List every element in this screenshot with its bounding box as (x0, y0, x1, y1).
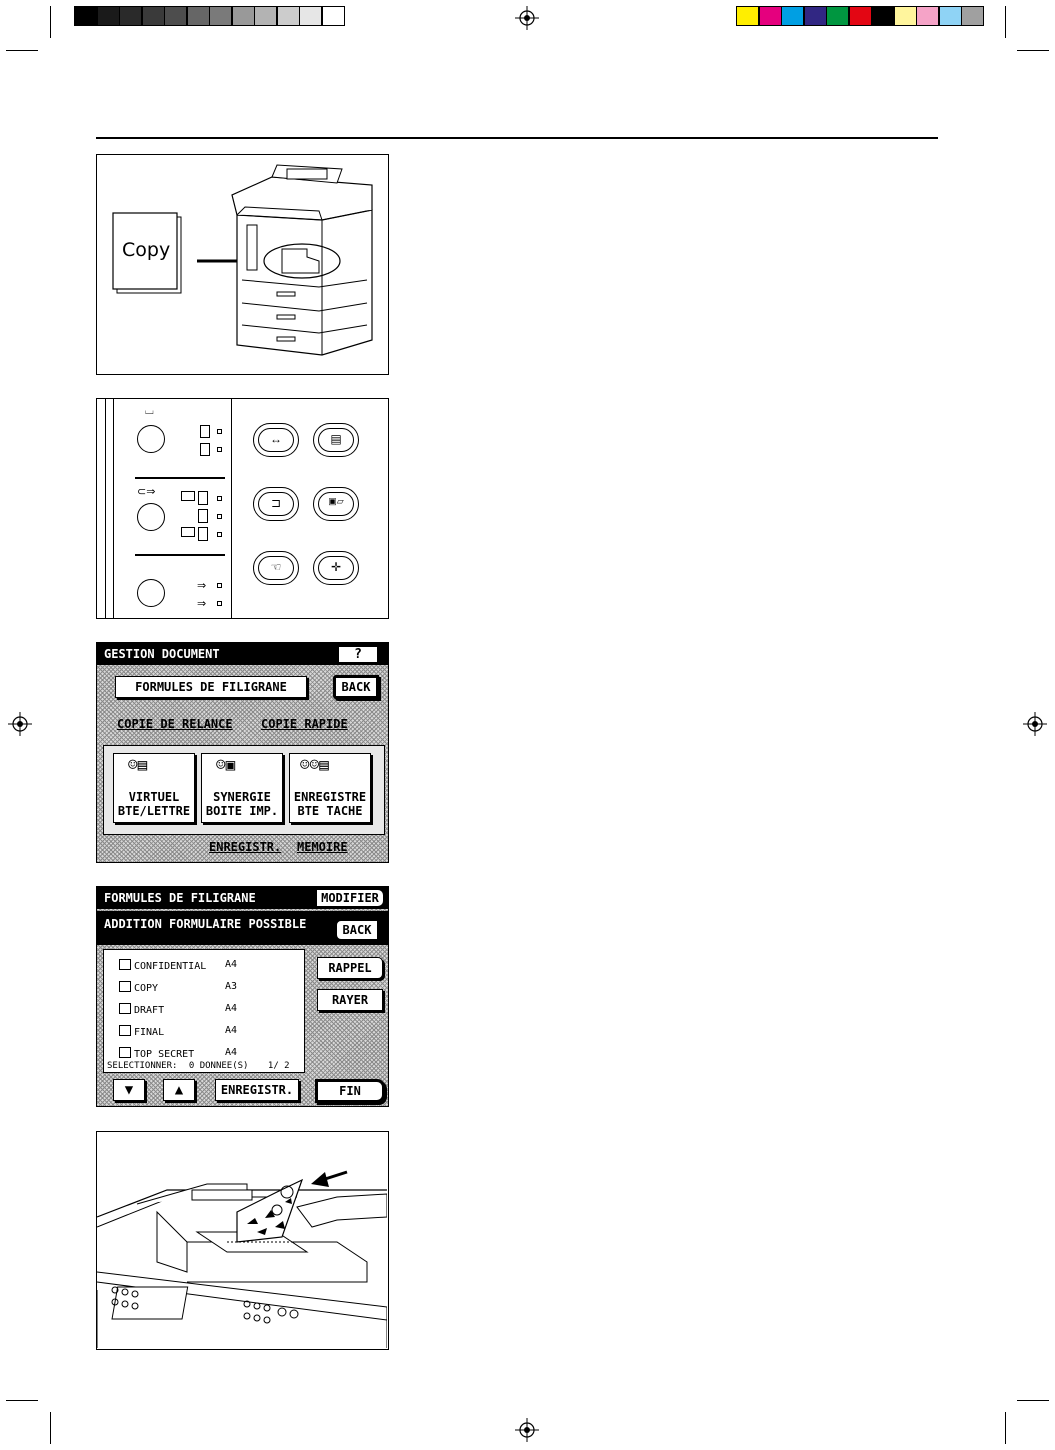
list-item-name: DRAFT (134, 1005, 165, 1016)
color-swatch (871, 6, 894, 26)
form-document-icon (119, 959, 131, 970)
output-icon: ⇒ (197, 580, 207, 592)
gray-swatch (232, 6, 255, 26)
bin-icon: ⌴ (145, 405, 154, 417)
color-swatch (939, 6, 962, 26)
indicator-led (217, 514, 222, 519)
virtual-mailbox-button[interactable] (113, 753, 195, 823)
gray-swatch (187, 6, 210, 26)
crop-mark (1017, 50, 1049, 51)
color-swatch (826, 6, 849, 26)
selector-key-3[interactable] (137, 579, 165, 607)
crop-mark (50, 6, 51, 38)
selector-key-2[interactable] (137, 503, 165, 531)
scroll-up-button[interactable]: ▲ (163, 1079, 195, 1101)
gray-swatch (209, 6, 232, 26)
form-document-icon (119, 1047, 131, 1058)
list-item-size: A4 (225, 1003, 238, 1014)
indicator-led (217, 429, 222, 434)
virtual-line-1: VIRTUEL (128, 790, 180, 804)
function-key-user-choice[interactable] (253, 551, 299, 585)
form-document-icon (119, 1025, 131, 1036)
header-rule (96, 137, 938, 139)
gray-swatch (119, 6, 142, 26)
crop-mark (6, 1400, 38, 1401)
list-item-size: A4 (225, 959, 238, 970)
registration-mark-bottom (515, 1418, 539, 1442)
hand-icon: ☜ (270, 560, 282, 574)
layout-icon: ▣▱ (328, 496, 344, 506)
color-swatch (916, 6, 939, 26)
paper-label: Copy (122, 239, 171, 261)
list-item-name: CONFIDENTIAL (134, 961, 207, 972)
status-line (107, 1061, 290, 1071)
panel-divider (231, 399, 232, 619)
color-swatch (849, 6, 872, 26)
status-label: SELECTIONNER: (107, 1061, 178, 1071)
registration-mark-right (1023, 712, 1047, 736)
page-indicator: 1/ 2 (267, 1061, 290, 1071)
tab-memoire[interactable]: MEMOIRE (297, 840, 348, 854)
crop-mark (1005, 1412, 1006, 1444)
user-document-icon: ☺▤ (128, 755, 148, 774)
list-item-size: A3 (225, 981, 238, 992)
enregistr-button[interactable]: ENREGISTR. (215, 1079, 299, 1101)
screen-subtitle: ADDITION FORMULAIRE POSSIBLE (104, 917, 307, 931)
crop-mark (6, 50, 38, 51)
figure-copier-insert (96, 154, 389, 375)
copier-illustration (97, 155, 387, 373)
tray-icon (200, 443, 210, 456)
panel-left-edge (105, 399, 106, 619)
crop-mark (50, 1412, 51, 1444)
form-document-icon (119, 1003, 131, 1014)
figure-operation-panel (96, 398, 389, 619)
gray-swatch (299, 6, 322, 26)
border-icon: ⊐ (270, 496, 282, 510)
back-button[interactable]: BACK (335, 919, 379, 941)
selector-key-1[interactable] (137, 425, 165, 453)
synergie-line-1: SYNERGIE (213, 790, 271, 804)
gray-swatch (97, 6, 120, 26)
list-item-size: A4 (225, 1047, 238, 1058)
gray-swatch (74, 6, 97, 26)
gray-swatch (322, 6, 345, 26)
panel-divider (135, 477, 225, 479)
gray-swatch (142, 6, 165, 26)
function-key-layout[interactable] (313, 487, 359, 521)
staple-position-icon (198, 527, 208, 541)
enregistre-line-1: ENREGISTRE (293, 790, 367, 804)
color-swatch (781, 6, 804, 26)
scroll-down-button[interactable]: ▼ (113, 1079, 145, 1101)
list-item[interactable] (119, 981, 158, 994)
staple-position-icon (198, 509, 208, 523)
function-key-interrupt[interactable] (253, 423, 299, 457)
function-key-document-management[interactable] (313, 423, 359, 457)
output-icon: ⇒ (197, 598, 207, 610)
panel-divider (135, 554, 225, 556)
color-swatch (961, 6, 984, 26)
list-item-size: A4 (225, 1025, 238, 1036)
gray-swatch (277, 6, 300, 26)
virtual-line-2: BTE/LETTRE (117, 804, 191, 818)
color-swatch (804, 6, 827, 26)
user-printer-icon: ☺▣ (216, 755, 236, 774)
screen-document-management (96, 642, 389, 863)
list-item-name: COPY (134, 983, 159, 994)
center-icon: ✛ (330, 560, 342, 574)
function-key-center[interactable] (313, 551, 359, 585)
list-item[interactable] (119, 1003, 164, 1016)
tray-icon (200, 425, 210, 438)
panel-left-edge (113, 399, 114, 619)
status-count: 0 DONNEE(S) (188, 1061, 249, 1071)
color-swatch (736, 6, 759, 26)
tab-copie-rapide[interactable]: COPIE RAPIDE (261, 717, 348, 731)
fin-button[interactable]: FIN (315, 1079, 385, 1103)
job-box-button[interactable] (289, 753, 371, 823)
back-button[interactable]: BACK (333, 675, 379, 699)
staple-position-icon (181, 527, 195, 537)
modifier-button[interactable]: MODIFIER (316, 889, 384, 907)
indicator-led (217, 532, 222, 537)
help-button[interactable]: ? (338, 646, 378, 663)
document-processor-illustration (97, 1132, 387, 1348)
figure-document-processor (96, 1131, 389, 1350)
staple-position-icon (198, 491, 208, 505)
gray-swatch (254, 6, 277, 26)
indicator-led (217, 447, 222, 452)
document-icon: ▤ (330, 432, 342, 446)
screen-form-overlay (96, 886, 389, 1107)
synergy-print-box-button[interactable] (201, 753, 283, 823)
color-swatch (759, 6, 782, 26)
formulas-button[interactable]: FORMULES DE FILIGRANE (115, 676, 307, 698)
staple-icon: ⊂⇒ (137, 486, 156, 498)
function-key-border[interactable] (253, 487, 299, 521)
rappel-button[interactable]: RAPPEL (317, 957, 383, 979)
list-item[interactable] (119, 1047, 194, 1060)
gray-swatch (164, 6, 187, 26)
tab-enregistr[interactable]: ENREGISTR. (209, 840, 282, 854)
registration-mark-left (8, 712, 32, 736)
list-item[interactable] (119, 959, 206, 972)
list-item-name: FINAL (134, 1027, 165, 1038)
synergie-line-2: BOITE IMP. (205, 804, 279, 818)
rayer-button[interactable]: RAYER (317, 989, 383, 1011)
enregistre-line-2: BTE TACHE (297, 804, 363, 818)
indicator-led (217, 583, 222, 588)
crop-mark (1017, 1400, 1049, 1401)
screen-title: FORMULES DE FILIGRANE (104, 891, 256, 905)
registration-mark-top (515, 6, 539, 30)
indicator-led (217, 601, 222, 606)
color-swatch (894, 6, 917, 26)
interrupt-icon: ↔ (270, 432, 282, 446)
crop-mark (1005, 6, 1006, 38)
screen-title: GESTION DOCUMENT (104, 647, 220, 661)
staple-position-icon (181, 491, 195, 501)
list-item[interactable] (119, 1025, 164, 1038)
indicator-led (217, 496, 222, 501)
tab-copie-relance[interactable]: COPIE DE RELANCE (117, 717, 233, 731)
users-document-icon: ☺☺▤ (300, 755, 329, 774)
form-document-icon (119, 981, 131, 992)
list-item-name: TOP SECRET (134, 1049, 195, 1060)
